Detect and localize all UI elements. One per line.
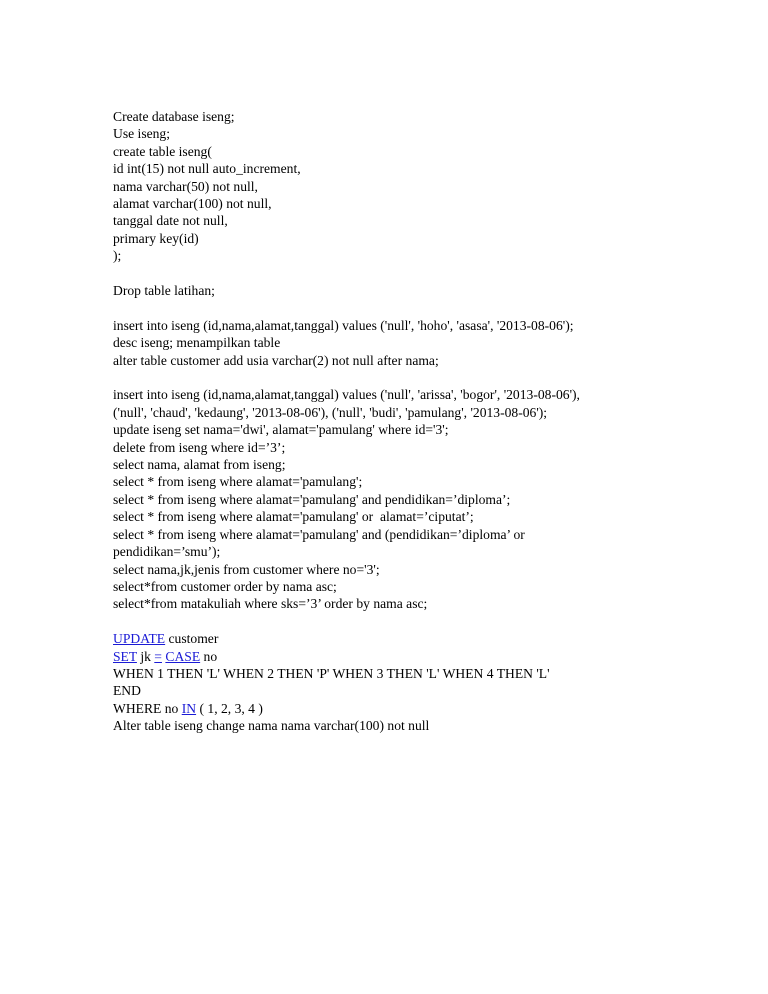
code-line: insert into iseng (id,nama,alamat,tanggal) values ('null', 'arissa', 'bogor', '2013-08-06'), [113, 387, 580, 403]
code-line: alter table customer add usia varchar(2) not null after nama; [113, 352, 439, 368]
code-line: alamat varchar(100) not null, [113, 196, 272, 212]
code-line: desc iseng; menampilkan table [113, 335, 281, 351]
code-line: select*from matakuliah where sks=’3’ order by nama asc; [113, 596, 428, 612]
set-line-text: jk [136, 648, 155, 664]
case-keyword-link[interactable]: CASE [165, 648, 201, 664]
code-line: nama varchar(50) not null, [113, 178, 258, 194]
code-line: id int(15) not null auto_increment, [113, 161, 301, 177]
code-line: tanggal date not null, [113, 213, 228, 229]
update-line-text: customer [165, 631, 219, 647]
blank-line [113, 299, 653, 316]
case-line-text: no [200, 648, 218, 664]
code-line: select * from iseng where alamat='pamulang' or alamat=’ciputat’; [113, 509, 474, 525]
update-keyword-link[interactable]: UPDATE [113, 631, 166, 647]
when-line: WHEN 1 THEN 'L' WHEN 2 THEN 'P' WHEN 3 THEN 'L' WHEN 4 THEN 'L' [113, 665, 550, 681]
blank-line [113, 265, 653, 282]
code-line: select * from iseng where alamat='pamulang' and pendidikan=’diploma’; [113, 491, 511, 507]
code-line: Create database iseng; [113, 109, 235, 124]
code-line: primary key(id) [113, 230, 199, 246]
where-line [113, 700, 653, 717]
where-line-text: WHERE no [113, 700, 182, 716]
equals-keyword-link[interactable]: = [154, 648, 162, 664]
queries-block [113, 386, 653, 612]
code-line: update iseng set nama='dwi', alamat='pamulang' where id='3'; [113, 422, 449, 438]
document-body [113, 108, 653, 735]
where-values-text: ( 1, 2, 3, 4 ) [196, 700, 263, 716]
code-line: create table iseng( [113, 143, 212, 159]
set-line [113, 648, 653, 665]
code-line: select * from iseng where alamat='pamulang' and (pendidikan=’diploma’ or [113, 526, 525, 542]
code-line: Use iseng; [113, 126, 171, 142]
update-case-block [113, 630, 653, 734]
in-keyword-link[interactable]: IN [181, 700, 197, 716]
code-line: insert into iseng (id,nama,alamat,tanggal) values ('null', 'hoho', 'asasa', '2013-08-06'); [113, 317, 574, 333]
code-line: delete from iseng where id=’3’; [113, 439, 286, 455]
drop-table-block [113, 282, 653, 299]
code-line: select * from iseng where alamat='pamulang'; [113, 474, 363, 490]
alter-line: Alter table iseng change nama nama varchar(100) not null [113, 718, 430, 734]
code-line: select nama,jk,jenis from customer where no='3'; [113, 561, 380, 577]
blank-line [113, 369, 653, 386]
update-line [113, 630, 653, 647]
create-table-block [113, 108, 653, 265]
code-line: Drop table latihan; [113, 283, 215, 299]
code-line: select nama, alamat from iseng; [113, 457, 286, 473]
code-line: pendidikan=’smu’); [113, 544, 221, 560]
end-line: END [113, 683, 141, 699]
code-line: select*from customer order by nama asc; [113, 578, 337, 594]
insert-desc-alter-block [113, 317, 653, 369]
set-keyword-link[interactable]: SET [113, 648, 137, 664]
code-line: ('null', 'chaud', 'kedaung', '2013-08-06'), ('null', 'budi', 'pamulang', '2013-08-06'); [113, 404, 548, 420]
blank-line [113, 613, 653, 630]
code-line: ); [113, 248, 122, 264]
